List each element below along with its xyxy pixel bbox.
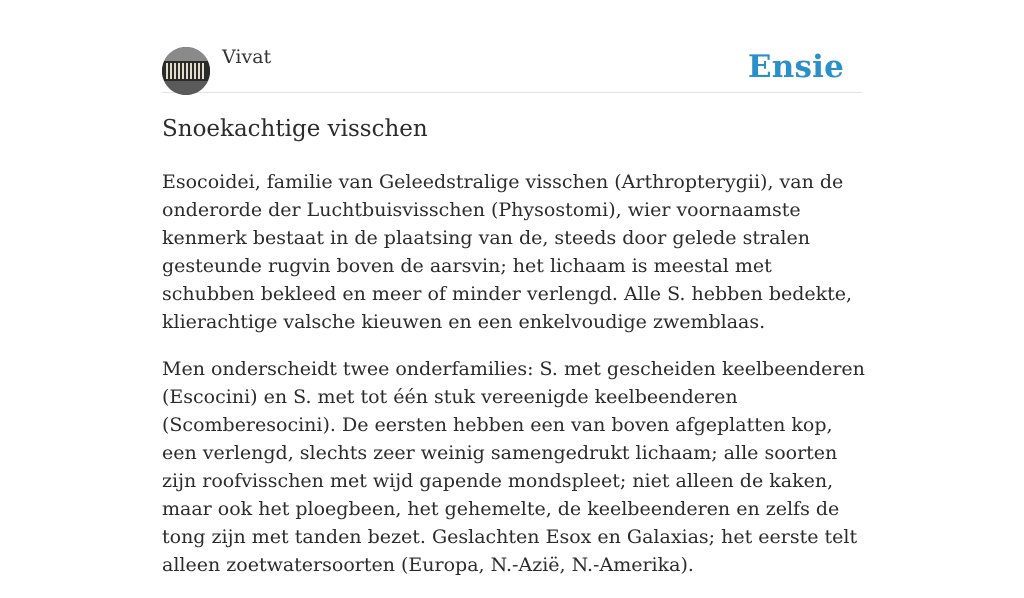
page bbox=[162, 0, 865, 576]
author-name[interactable]: Vivat bbox=[222, 46, 272, 68]
page-title: Snoekachtige visschen bbox=[162, 116, 428, 142]
brand-logo[interactable]: Ensie bbox=[747, 49, 844, 85]
avatar[interactable] bbox=[162, 47, 210, 95]
page-header bbox=[162, 0, 862, 93]
article-body bbox=[162, 168, 868, 598]
paragraph: Esocoidei, familie van Geleedstralige visschen (Arthropterygii), van de onderorde der Luchtbuisvisschen (Physostomi), wier voornaamste kenmerk bestaat in de plaatsing van de, steeds door gelede stralen gesteunde rugvin boven de aarsvin; het lichaam is meestal met schubben bekleed en meer of minder verlengd. Alle S. hebben bedekte, klierachtige valsche kieuwen en een enkelvoudige zwemblaas. bbox=[162, 171, 853, 333]
paragraph: Men onderscheidt twee onderfamilies: S. met gescheiden keelbeenderen (Escocini) en S. met tot één stuk vereenigde keelbeenderen (Scomberesocini). De eersten hebben een van boven afgeplatten kop, een verlengd, slechts zeer weinig samengedrukt lichaam; alle soorten zijn roofvisschen met wijd gapende mondspleet; niet alleen de kaken, maar ook het ploegbeen, het gehemelte, de keelbeenderen en zelfs de tong zijn met tanden bezet. Geslachten Esox en Galaxias; het eerste telt alleen zoetwatersoorten (Europa, N.-Azië, N.-Amerika). bbox=[162, 358, 865, 576]
bookshelf-image bbox=[162, 47, 210, 95]
